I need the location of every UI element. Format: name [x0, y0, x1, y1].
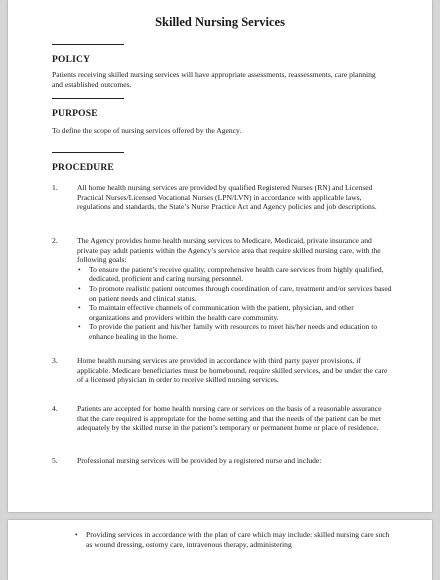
- procedure-item: [52, 183, 392, 212]
- section-rule: [52, 44, 124, 45]
- procedure-item: [52, 356, 392, 385]
- list-item: [77, 265, 392, 284]
- section-rule: [52, 98, 124, 99]
- section-rule: [52, 152, 124, 153]
- list-item-text: To ensure the patient’s receive quality, comprehensive health care services from highly qualified, dedicated, proficient and caring nursing personnel.: [89, 264, 384, 284]
- item-text: Professional nursing services will be provided by a registered nurse and include:: [77, 456, 322, 465]
- list-item-text: To provide the patient and his/her family with resources to meet his/her needs and education to enhance healing in the home.: [89, 322, 378, 341]
- list-item: [77, 284, 392, 303]
- item-text: Home health nursing services are provided in accordance with third party payer provisions, if applicable. Medicare beneficiaries must be homebound, require skilled services, and be under the care of a licensed physician in order to receive skilled nursing services.: [77, 356, 388, 385]
- list-item: [77, 322, 392, 341]
- goals-list: [77, 265, 392, 342]
- policy-text: Patients receiving skilled nursing services will have appropriate assessments, reassessments, care planning and established outcomes.: [52, 70, 376, 89]
- item-text: All home health nursing services are provided by qualified Registered Nurses (RN) and Licensed Practical Nurses/Licensed Vocational Nurses (LPN/LVN) in accordance with applicable laws, regulations and standards, the State’s Nurse Practice Act and Agency policies and job descriptions.: [77, 183, 377, 212]
- item-number: 5.: [52, 456, 58, 465]
- item-text: Patients are accepted for home health nursing care or services on the basis of a reasonable assurance that the care required is appropriate for the home setting and that the needs of the patient can be met adequately by the skilled nurse in the patient’s temporary or permanent home or place of residence.: [77, 404, 382, 433]
- list-item-text: Providing services in accordance with the plan of care which may include: skilled nursing care such as wound dressing, ostomy care, intravenous therapy, administering: [86, 530, 390, 549]
- purpose-heading: PURPOSE: [52, 109, 98, 119]
- bullet-icon: •: [78, 264, 81, 274]
- list-item-text: To promote realistic patient outcomes through coordination of care, treatment and/or services based on patient needs and clinical status.: [89, 283, 392, 303]
- list-item: [77, 303, 392, 322]
- document-page-2: [8, 520, 432, 580]
- item-number: 3.: [52, 356, 58, 365]
- document-page-1: [8, 0, 432, 512]
- item-number: 2.: [52, 236, 58, 245]
- item-number: 1.: [52, 183, 58, 192]
- list-item: [74, 530, 392, 549]
- list-item-text: To maintain effective channels of communication with the patient, physician, and other organizations and providers within the health care community.: [89, 303, 354, 322]
- bullet-icon: •: [78, 322, 81, 332]
- procedure-item: [52, 530, 392, 549]
- policy-heading: POLICY: [52, 55, 91, 65]
- bullet-icon: •: [75, 530, 78, 539]
- item-number: 4.: [52, 404, 58, 413]
- procedure-item: [52, 236, 392, 342]
- procedure-item: [52, 404, 392, 433]
- item-text: The Agency provides home health nursing services to Medicare, Medicaid, private insurance and private pay adult patients within the Agency’s service area that require skilled nursing care, with the following goals:: [77, 236, 381, 265]
- bullet-icon: •: [78, 283, 81, 293]
- bullet-icon: •: [78, 303, 81, 313]
- procedure-item: [52, 456, 392, 466]
- services-list: [74, 530, 392, 549]
- procedure-heading: PROCEDURE: [52, 163, 114, 173]
- purpose-text: To define the scope of nursing services offered by the Agency.: [52, 126, 242, 135]
- document-title: Skilled Nursing Services: [155, 15, 285, 29]
